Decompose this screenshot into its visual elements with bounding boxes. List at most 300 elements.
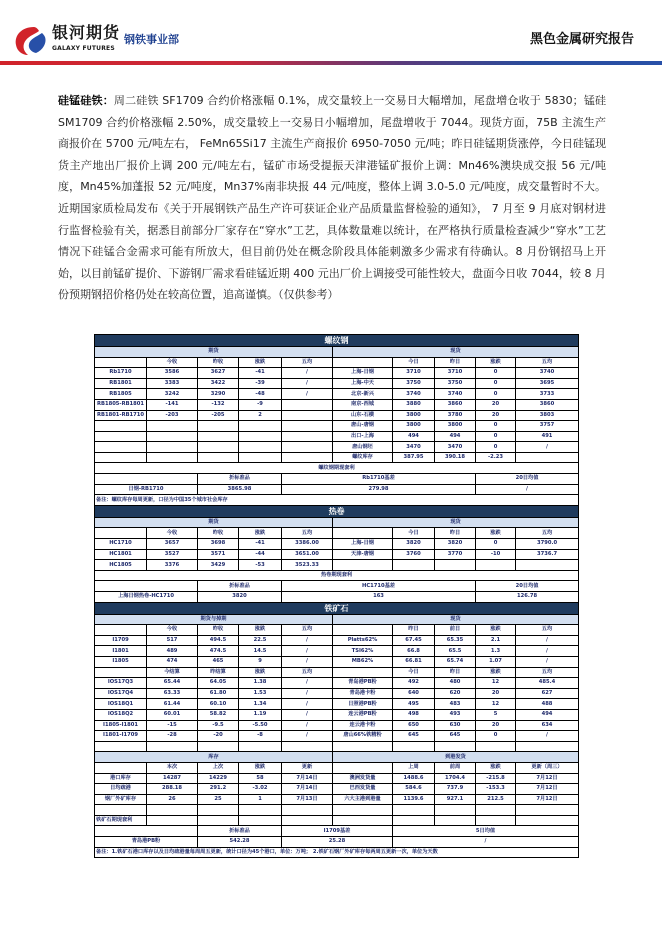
right-cell-4: 五均 bbox=[516, 667, 579, 678]
right-cell-4: 494 bbox=[516, 709, 579, 720]
table-row bbox=[95, 442, 579, 453]
left-cell-3: 涨跌 bbox=[239, 625, 282, 636]
right-cell-4: 627 bbox=[516, 688, 579, 699]
rebar-body bbox=[95, 368, 579, 463]
hrc-arb-cell: 上海日钢热卷-HC1710 bbox=[95, 592, 198, 603]
left-cell-1: 今收 bbox=[147, 528, 198, 539]
left-cell-2: 3429 bbox=[198, 560, 239, 571]
left-cell-2: 昨收 bbox=[198, 528, 239, 539]
right-cell-0 bbox=[333, 357, 393, 368]
right-cell-0: 青岛港卡粉 bbox=[333, 688, 393, 699]
table-row bbox=[95, 560, 579, 571]
rebar-spot-label: 现货 bbox=[333, 346, 579, 357]
right-cell-1 bbox=[393, 560, 435, 571]
right-cell-4: 634 bbox=[516, 720, 579, 731]
right-cell-0: 上海-日钢 bbox=[333, 368, 393, 379]
left-cell-3: -44 bbox=[239, 549, 282, 560]
right-cell-2: 3770 bbox=[435, 549, 476, 560]
right-cell-4: 五均 bbox=[516, 528, 579, 539]
iron-ore-futures-body bbox=[95, 635, 579, 667]
iron-ore-inventory-label: 库存 bbox=[95, 752, 333, 763]
left-cell-4 bbox=[282, 410, 333, 421]
empty-cell bbox=[239, 805, 282, 816]
right-cell-0: 青岛港PB粉 bbox=[333, 678, 393, 689]
left-cell-3 bbox=[239, 452, 282, 463]
right-cell-1: 上周 bbox=[393, 762, 435, 773]
left-cell-3: 涨跌 bbox=[239, 357, 282, 368]
right-cell-2 bbox=[435, 560, 476, 571]
left-cell-4: / bbox=[282, 635, 333, 646]
left-cell-0 bbox=[95, 667, 147, 678]
rebar-futures-label: 期货 bbox=[95, 346, 333, 357]
left-cell-4: / bbox=[282, 699, 333, 710]
right-cell-3: 涨跌 bbox=[476, 625, 516, 636]
table-row bbox=[95, 399, 579, 410]
right-cell-0: TSI62% bbox=[333, 646, 393, 657]
hrc-arb-title: 热卷期现套利 bbox=[95, 570, 579, 581]
right-cell-0 bbox=[333, 625, 393, 636]
left-cell-4: 3386.00 bbox=[282, 539, 333, 550]
rebar-arb-cell: 279.98 bbox=[282, 484, 476, 495]
right-cell-1: 1488.6 bbox=[393, 773, 435, 784]
left-cell-3 bbox=[239, 431, 282, 442]
table-row bbox=[95, 452, 579, 463]
right-cell-0 bbox=[333, 762, 393, 773]
right-cell-3: 涨跌 bbox=[476, 357, 516, 368]
right-cell-4 bbox=[516, 452, 579, 463]
rebar-table bbox=[94, 334, 579, 506]
left-cell-2 bbox=[198, 431, 239, 442]
left-cell-3: 涨跌 bbox=[239, 667, 282, 678]
empty-cell bbox=[198, 805, 239, 816]
left-cell-4: 3651.00 bbox=[282, 549, 333, 560]
right-cell-2: 65.5 bbox=[435, 646, 476, 657]
left-cell-4: / bbox=[282, 678, 333, 689]
hrc-arb-header-1: 折标准品 bbox=[198, 581, 282, 592]
table-row bbox=[95, 646, 579, 657]
left-cell-3: 1.53 bbox=[239, 688, 282, 699]
right-cell-2: 前日 bbox=[435, 625, 476, 636]
left-cell-0: Rb1710 bbox=[95, 368, 147, 379]
iron-ore-note: 备注：1.铁矿石港口库存以及日均疏港量每周周五更新，统计口径为45个港口，单位：万吨； 2.铁矿石钢厂外矿库存每两周五更新一次，单位为天数 bbox=[95, 847, 579, 858]
left-cell-1 bbox=[147, 421, 198, 432]
right-cell-2: 620 bbox=[435, 688, 476, 699]
left-cell-0: I1805-I1801 bbox=[95, 720, 147, 731]
left-cell-2: -9.5 bbox=[198, 720, 239, 731]
left-cell-3: -9 bbox=[239, 399, 282, 410]
left-cell-0: HC1801 bbox=[95, 549, 147, 560]
right-cell-4: 3757 bbox=[516, 421, 579, 432]
left-cell-2: 上次 bbox=[198, 762, 239, 773]
right-cell-3: -215.8 bbox=[476, 773, 516, 784]
empty-row bbox=[95, 741, 579, 752]
left-cell-0 bbox=[95, 421, 147, 432]
right-cell-2: 3780 bbox=[435, 410, 476, 421]
right-cell-1: 3800 bbox=[393, 421, 435, 432]
empty-cell bbox=[95, 741, 147, 752]
empty-cell bbox=[435, 815, 476, 826]
left-cell-0 bbox=[95, 528, 147, 539]
empty-cell bbox=[393, 805, 435, 816]
left-cell-4 bbox=[282, 399, 333, 410]
left-cell-1: 65.44 bbox=[147, 678, 198, 689]
right-cell-2: 3750 bbox=[435, 378, 476, 389]
right-cell-0: 日照港PB粉 bbox=[333, 699, 393, 710]
right-cell-0: 山东-石横 bbox=[333, 410, 393, 421]
left-cell-2: 291.2 bbox=[198, 784, 239, 795]
right-cell-0: 唐山钢坯 bbox=[333, 442, 393, 453]
hrc-arb-cell: 163 bbox=[282, 592, 476, 603]
right-cell-1: 640 bbox=[393, 688, 435, 699]
left-cell-0: 钢厂外矿库存 bbox=[95, 794, 147, 805]
right-cell-4: 485.4 bbox=[516, 678, 579, 689]
table-row bbox=[95, 784, 579, 795]
left-cell-2: -20 bbox=[198, 731, 239, 742]
left-cell-4: / bbox=[282, 731, 333, 742]
right-cell-4: 3803 bbox=[516, 410, 579, 421]
empty-cell bbox=[147, 805, 198, 816]
left-cell-2: 3571 bbox=[198, 549, 239, 560]
left-cell-4: 更新 bbox=[282, 762, 333, 773]
empty-cell bbox=[476, 805, 516, 816]
right-cell-1: 650 bbox=[393, 720, 435, 731]
table-row bbox=[95, 421, 579, 432]
right-cell-2: 前周 bbox=[435, 762, 476, 773]
right-cell-0: 连云港PB粉 bbox=[333, 709, 393, 720]
left-cell-2: 474.5 bbox=[198, 646, 239, 657]
left-cell-1: 14287 bbox=[147, 773, 198, 784]
right-cell-3: -10 bbox=[476, 549, 516, 560]
commentary-body: 周二硅铁 SF1709 合约价格涨幅 0.1%，成交量较上一交易日大幅增加，尾盘增仓收于 5830；锰硅 SM1709 合约价格涨幅 2.50%，成交量较上一交易日小幅增加，尾盘增收于 7044。现货方面，75B 主流生产商报价在 5700 元/吨左右， FeMn65Si17 主流生产商报价 6950-7050 元/吨；昨日硅锰期货涨停，今日硅锰现货主产地出厂报价上调 200 元/吨左右，锰矿市场受提振天津港锰矿报价上调：Mn46%澳块成交报 56 元/吨度，Mn45%加蓬报 52 元/吨度，Mn37%南非块报 44 元/吨度，整体上调 3.0-5.0 元/吨度，成交量暂时不大。近期国家质检局发布《关于开展钢铁产品生产许可获证企业产品质量监督检验的通知》， 7 月至 9 月底对钢材进行监督检验有关，据悉目前部分厂家存在“穿水”工艺，具体数量难以统计，在严格执行质量检查减少“穿水”工艺情况下硅锰合金需求可能有所放大，但目前仍处在概念阶段具体能刺激多少需求有待确认。8 月份钢招马上开始，以目前锰矿提价、下游钢厂需求看硅锰近期 400 元出厂价上调接受可能性较大，盘面今日收 7044，较 8 月份预期钢招价格仍处在较高位置，追高谨慎。（仅供参考） bbox=[58, 94, 606, 302]
left-cell-4: 7月13日 bbox=[282, 794, 333, 805]
right-cell-1: 3760 bbox=[393, 549, 435, 560]
iron-ore-table bbox=[94, 602, 579, 859]
left-cell-3: -8 bbox=[239, 731, 282, 742]
right-cell-2: 3820 bbox=[435, 539, 476, 550]
left-cell-3: 9 bbox=[239, 656, 282, 667]
right-cell-0 bbox=[333, 560, 393, 571]
left-cell-0: I1709 bbox=[95, 635, 147, 646]
right-cell-4: 3790.0 bbox=[516, 539, 579, 550]
right-cell-1: 昨日 bbox=[393, 625, 435, 636]
empty-cell bbox=[282, 805, 333, 816]
left-cell-3: 14.5 bbox=[239, 646, 282, 657]
right-cell-4: 五均 bbox=[516, 357, 579, 368]
left-cell-4 bbox=[282, 442, 333, 453]
rebar-arb-cell: 3865.98 bbox=[198, 484, 282, 495]
iron-ore-arb-title: 铁矿石期现套利 bbox=[95, 815, 147, 826]
iron-ore-arb-cell: / bbox=[393, 837, 579, 848]
left-cell-0: RB1805 bbox=[95, 389, 147, 400]
left-cell-0: IOS17Q4 bbox=[95, 688, 147, 699]
left-cell-0 bbox=[95, 357, 147, 368]
left-cell-1: 61.44 bbox=[147, 699, 198, 710]
table-row bbox=[95, 731, 579, 742]
left-cell-2: 60.10 bbox=[198, 699, 239, 710]
iron-ore-arb-cell: 542.28 bbox=[198, 837, 282, 848]
right-cell-0: 螺纹库存 bbox=[333, 452, 393, 463]
left-cell-1 bbox=[147, 431, 198, 442]
left-cell-0 bbox=[95, 452, 147, 463]
right-cell-2: 65.35 bbox=[435, 635, 476, 646]
left-cell-3 bbox=[239, 442, 282, 453]
left-cell-2: 465 bbox=[198, 656, 239, 667]
empty-row bbox=[95, 805, 579, 816]
right-cell-0: 唐山66%铁精粉 bbox=[333, 731, 393, 742]
right-cell-4: 3736.7 bbox=[516, 549, 579, 560]
right-cell-2: 630 bbox=[435, 720, 476, 731]
right-cell-2: 昨日 bbox=[435, 667, 476, 678]
left-cell-2: 14229 bbox=[198, 773, 239, 784]
table-row bbox=[95, 431, 579, 442]
right-cell-2: 494 bbox=[435, 431, 476, 442]
left-cell-4: 五均 bbox=[282, 667, 333, 678]
left-cell-4: / bbox=[282, 720, 333, 731]
right-cell-1: 3820 bbox=[393, 539, 435, 550]
right-cell-4: 五均 bbox=[516, 625, 579, 636]
right-cell-3: 20 bbox=[476, 720, 516, 731]
right-cell-4: 491 bbox=[516, 431, 579, 442]
hrc-table bbox=[94, 505, 579, 603]
rebar-arb-header-2: Rb1710基差 bbox=[282, 474, 476, 485]
left-cell-0: I1801 bbox=[95, 646, 147, 657]
right-cell-1: 3710 bbox=[393, 368, 435, 379]
empty-cell bbox=[333, 805, 393, 816]
empty-cell bbox=[476, 741, 516, 752]
left-cell-4 bbox=[282, 452, 333, 463]
right-cell-1: 3800 bbox=[393, 410, 435, 421]
right-cell-0: 上海-日钢 bbox=[333, 539, 393, 550]
iron-ore-section-title: 铁矿石 bbox=[95, 602, 579, 614]
right-cell-0: 连云港卡粉 bbox=[333, 720, 393, 731]
empty-cell bbox=[333, 815, 393, 826]
right-cell-3: 0 bbox=[476, 431, 516, 442]
right-cell-2: 3470 bbox=[435, 442, 476, 453]
right-cell-4: / bbox=[516, 731, 579, 742]
right-cell-0: 出口-上海 bbox=[333, 431, 393, 442]
left-cell-1: 517 bbox=[147, 635, 198, 646]
left-cell-4: 7月14日 bbox=[282, 784, 333, 795]
table-row bbox=[95, 539, 579, 550]
right-cell-1: 今日 bbox=[393, 528, 435, 539]
left-cell-3: 涨跌 bbox=[239, 528, 282, 539]
right-cell-0: 北京-新兴 bbox=[333, 389, 393, 400]
right-cell-4: 3740 bbox=[516, 368, 579, 379]
left-cell-4: 五均 bbox=[282, 625, 333, 636]
right-cell-4: / bbox=[516, 656, 579, 667]
left-cell-3: 1 bbox=[239, 794, 282, 805]
left-cell-2: 3290 bbox=[198, 389, 239, 400]
left-cell-1: 3657 bbox=[147, 539, 198, 550]
left-cell-0 bbox=[95, 625, 147, 636]
iron-ore-arb-header-1: 折标准品 bbox=[198, 826, 282, 837]
left-cell-1 bbox=[147, 442, 198, 453]
table-row bbox=[95, 794, 579, 805]
right-cell-2: 493 bbox=[435, 709, 476, 720]
left-cell-0: RB1805-RB1801 bbox=[95, 399, 147, 410]
empty-cell bbox=[516, 741, 579, 752]
right-cell-3: 0 bbox=[476, 368, 516, 379]
right-cell-0 bbox=[333, 528, 393, 539]
left-cell-1: -15 bbox=[147, 720, 198, 731]
hrc-arb-cell: 3820 bbox=[198, 592, 282, 603]
right-cell-0: Platts62% bbox=[333, 635, 393, 646]
iron-ore-spot-label: 现货 bbox=[333, 614, 579, 625]
left-cell-4: / bbox=[282, 688, 333, 699]
left-cell-2: -132 bbox=[198, 399, 239, 410]
hrc-spot-label: 现货 bbox=[333, 517, 579, 528]
right-cell-1: 645 bbox=[393, 731, 435, 742]
left-cell-2: 3698 bbox=[198, 539, 239, 550]
right-cell-1: 3880 bbox=[393, 399, 435, 410]
right-cell-3: 2.1 bbox=[476, 635, 516, 646]
right-cell-1: 495 bbox=[393, 699, 435, 710]
left-cell-0 bbox=[95, 431, 147, 442]
right-cell-1: 494 bbox=[393, 431, 435, 442]
right-cell-3: 20 bbox=[476, 399, 516, 410]
right-cell-3: 12 bbox=[476, 699, 516, 710]
rebar-arb-header-3: 20日均值 bbox=[476, 474, 579, 485]
galaxy-futures-logo-icon bbox=[12, 25, 48, 57]
left-cell-2: 昨收 bbox=[198, 625, 239, 636]
left-cell-4: / bbox=[282, 709, 333, 720]
right-cell-4 bbox=[516, 560, 579, 571]
left-cell-0: HC1805 bbox=[95, 560, 147, 571]
left-cell-0: IOS18Q1 bbox=[95, 699, 147, 710]
left-cell-3 bbox=[239, 421, 282, 432]
right-cell-4: 7月12日 bbox=[516, 784, 579, 795]
market-tables bbox=[94, 334, 578, 858]
right-cell-2: 3740 bbox=[435, 389, 476, 400]
left-cell-0: 日均疏港 bbox=[95, 784, 147, 795]
left-cell-2: 3627 bbox=[198, 368, 239, 379]
table-row bbox=[95, 410, 579, 421]
left-cell-1: 60.01 bbox=[147, 709, 198, 720]
right-cell-1: 3470 bbox=[393, 442, 435, 453]
left-cell-2 bbox=[198, 442, 239, 453]
right-cell-2: 1704.4 bbox=[435, 773, 476, 784]
right-cell-2: 昨日 bbox=[435, 528, 476, 539]
right-cell-1: 492 bbox=[393, 678, 435, 689]
right-cell-2: 483 bbox=[435, 699, 476, 710]
left-cell-1: -141 bbox=[147, 399, 198, 410]
left-cell-3: 2 bbox=[239, 410, 282, 421]
right-cell-0: MB62% bbox=[333, 656, 393, 667]
left-cell-1: 489 bbox=[147, 646, 198, 657]
right-cell-1: 66.8 bbox=[393, 646, 435, 657]
empty-cell bbox=[516, 805, 579, 816]
right-cell-3: 212.5 bbox=[476, 794, 516, 805]
iron-ore-column-headers bbox=[95, 625, 579, 636]
left-cell-2: 494.5 bbox=[198, 635, 239, 646]
right-cell-0: 澳洲发货量 bbox=[333, 773, 393, 784]
left-cell-1: -203 bbox=[147, 410, 198, 421]
right-cell-2: 3860 bbox=[435, 399, 476, 410]
left-cell-1: 今收 bbox=[147, 357, 198, 368]
left-cell-2: -205 bbox=[198, 410, 239, 421]
left-cell-0: I1801-I1709 bbox=[95, 731, 147, 742]
empty-cell bbox=[198, 815, 239, 826]
iron-ore-shipping-label: 到港发货 bbox=[333, 752, 579, 763]
left-cell-3: -41 bbox=[239, 368, 282, 379]
left-cell-1: 3376 bbox=[147, 560, 198, 571]
iron-ore-arb-cell: 青岛港PB粉 bbox=[95, 837, 198, 848]
table-row bbox=[95, 773, 579, 784]
empty-cell bbox=[147, 741, 198, 752]
empty-cell bbox=[435, 805, 476, 816]
table-row bbox=[95, 368, 579, 379]
left-cell-2: 昨结算 bbox=[198, 667, 239, 678]
right-cell-1: 3740 bbox=[393, 389, 435, 400]
table-row bbox=[95, 678, 579, 689]
table-row bbox=[95, 699, 579, 710]
right-cell-3: 涨跌 bbox=[476, 528, 516, 539]
table-row bbox=[95, 656, 579, 667]
iron-ore-swap-body bbox=[95, 678, 579, 752]
left-cell-0: I1805 bbox=[95, 656, 147, 667]
right-cell-2: 390.18 bbox=[435, 452, 476, 463]
left-cell-0: IOS17Q3 bbox=[95, 678, 147, 689]
right-cell-3: 1.07 bbox=[476, 656, 516, 667]
left-cell-2: 64.05 bbox=[198, 678, 239, 689]
empty-cell bbox=[239, 741, 282, 752]
left-cell-2: 58.82 bbox=[198, 709, 239, 720]
right-cell-2: 737.9 bbox=[435, 784, 476, 795]
left-cell-1: 288.18 bbox=[147, 784, 198, 795]
empty-cell bbox=[147, 815, 198, 826]
table-row bbox=[95, 635, 579, 646]
right-cell-3: 涨跌 bbox=[476, 762, 516, 773]
left-cell-0: RB1801 bbox=[95, 378, 147, 389]
right-cell-3: 20 bbox=[476, 410, 516, 421]
table-row bbox=[95, 549, 579, 560]
left-cell-4 bbox=[282, 421, 333, 432]
left-cell-1: 3586 bbox=[147, 368, 198, 379]
right-cell-3: 0 bbox=[476, 421, 516, 432]
left-cell-3: -39 bbox=[239, 378, 282, 389]
left-cell-0: IOS18Q2 bbox=[95, 709, 147, 720]
left-cell-2 bbox=[198, 421, 239, 432]
rebar-note: 备注：螺纹库存每周更新，口径为中国35个城市社会库存 bbox=[95, 495, 579, 506]
left-cell-4: 五均 bbox=[282, 528, 333, 539]
left-cell-1: 本次 bbox=[147, 762, 198, 773]
left-cell-1: 26 bbox=[147, 794, 198, 805]
ferroalloy-commentary bbox=[58, 90, 606, 306]
left-cell-3: -5.50 bbox=[239, 720, 282, 731]
table-row bbox=[95, 378, 579, 389]
iron-ore-inventory-headers bbox=[95, 762, 579, 773]
rebar-arb-cell: / bbox=[476, 484, 579, 495]
left-cell-1: 474 bbox=[147, 656, 198, 667]
iron-ore-arb-header-0 bbox=[95, 826, 198, 837]
left-cell-3: -48 bbox=[239, 389, 282, 400]
right-cell-2: 645 bbox=[435, 731, 476, 742]
left-cell-4 bbox=[282, 431, 333, 442]
hrc-section-title: 热卷 bbox=[95, 505, 579, 517]
left-cell-2 bbox=[198, 452, 239, 463]
left-cell-4: / bbox=[282, 646, 333, 657]
empty-cell bbox=[282, 741, 333, 752]
left-cell-3: -3.02 bbox=[239, 784, 282, 795]
right-cell-1: 387.95 bbox=[393, 452, 435, 463]
left-cell-2: 25 bbox=[198, 794, 239, 805]
empty-cell bbox=[282, 815, 333, 826]
left-cell-0: RB1801-RB1710 bbox=[95, 410, 147, 421]
left-cell-3: -41 bbox=[239, 539, 282, 550]
right-cell-3: -2.23 bbox=[476, 452, 516, 463]
left-cell-4: / bbox=[282, 368, 333, 379]
brand-name-en: GALAXY FUTURES bbox=[52, 45, 115, 52]
